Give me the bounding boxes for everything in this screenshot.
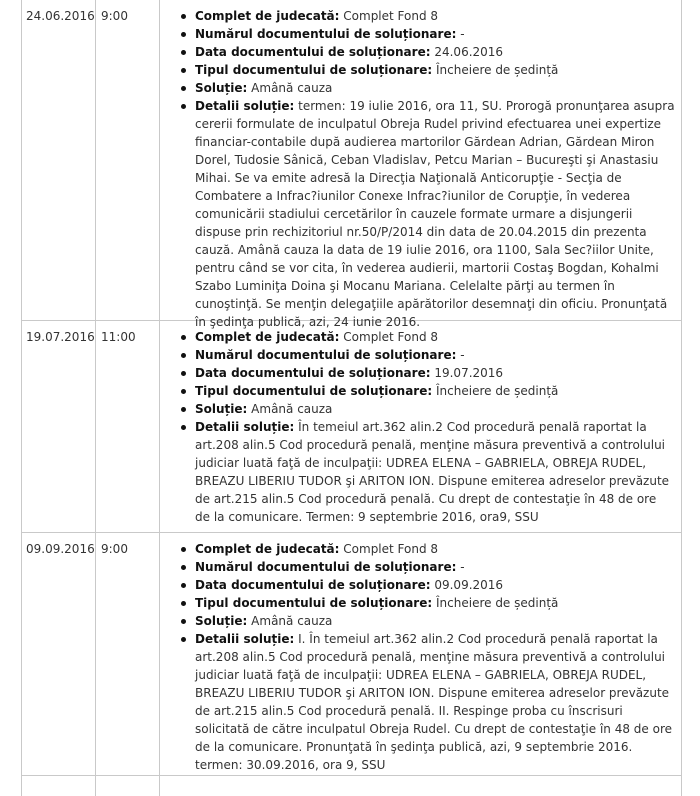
detail-value: Amână cauza: [251, 614, 333, 628]
detail-label: Detalii soluție:: [195, 632, 295, 646]
detail-label: Tipul documentului de soluționare:: [195, 63, 433, 77]
detail-data-doc: [195, 43, 675, 61]
detail-tip: [195, 594, 675, 612]
detail-value: I. În temeiul art.362 alin.2 Cod procedură penală raportat la art.208 alin.5 Cod procedură penală, menţine măsura preventivă a controlului judiciar luată faţă de inculpaţii: UDREA ELENA – GABRIELA, OBREJA RUDEL, BREAZU LIBERIU TUDOR şi ARITON ION. Dispune emiterea adreselor prevăzute de art.215 alin.5 Cod procedură penală. II. Respinge proba cu înscrisuri solicitată de către inculpatul Obreja Rudel. Cu drept de contestaţie în 48 de ore de la comunicare. Pronunţată în şedinţa publică, azi, 9 septembrie 2016. termen: 30.09.2016, ora 9, SSU: [195, 632, 672, 772]
session-date: 24.06.2016: [22, 0, 96, 320]
detail-complet: [195, 7, 675, 25]
detail-detalii: [195, 97, 675, 331]
session-row: [22, 0, 681, 329]
detail-label: Soluție:: [195, 81, 248, 95]
detail-solutie: [195, 79, 675, 97]
detail-value: Complet Fond 8: [343, 9, 439, 23]
session-date: 19.07.2016: [22, 321, 96, 532]
detail-value: Complet Fond 8: [343, 330, 439, 344]
detail-value: 19.07.2016: [434, 366, 504, 380]
detail-value: termen: 19 iulie 2016, ora 11, SU. Prorogă pronunţarea asupra cererii formulate de inculpatul Obreja Rudel privind efectuarea unei expertize financiar-contabile după audierea martorilor Gărdean Adrian, Gărdean Miron Dorel, Tudosie Sânică, Ceban Vladislav, Petcu Marian – Bucureşti şi Anastasiu Mihai. Se va emite adresă la Direcţia Naţională Anticorupţie - Secţia de Combatere a Infrac?iunilor Conexe Infrac?iunilor de Corupţie, în vederea comunicării stadiului cercetărilor în cauzele formate urmare a disjungerii dispuse prin rechizitoriul nr.50/P/2014 din data de 20.04.2015 din prezenta cauză. Amână cauza la data de 19 iulie 2016, ora 1100, Sala Sec?iilor Unite, pentru când se vor cita, în vederea audierii, martorii Costaş Bogdan, Kohalmi Szabo Luminiţa Doina şi Mocanu Mariana. Celelalte părţi au termen în cunoştinţă. Se menţin delegaţiile apărătorilor desemnaţi din oficiu. Pronunţată în şedinţa publică, azi, 24 iunie 2016.: [195, 99, 675, 329]
session-date: 09.09.2016: [22, 533, 96, 775]
session-time: 9:00: [96, 0, 160, 320]
details-list: [160, 328, 675, 526]
session-details: [160, 0, 681, 329]
detail-value: 09.09.2016: [434, 578, 504, 592]
detail-value: Amână cauza: [251, 402, 333, 416]
detail-label: Numărul documentului de soluționare:: [195, 348, 457, 362]
session-details: [160, 776, 681, 796]
session-details: [160, 533, 681, 775]
detail-label: Data documentului de soluționare:: [195, 45, 431, 59]
detail-value: -: [460, 348, 465, 362]
detail-detalii: [195, 418, 675, 526]
session-time: [96, 776, 160, 796]
detail-value: În temeiul art.362 alin.2 Cod procedură penală raportat la art.208 alin.5 Cod procedură penală, menţine măsura preventivă a controlului judiciar luată faţă de inculpaţii: UDREA ELENA – GABRIELA, OBREJA RUDEL, BREAZU LIBERIU TUDOR şi ARITON ION. Dispune emiterea adreselor prevăzute de art.215 alin.5 Cod procedură penală. Cu drept de contestaţie în 48 de ore de la comunicare. Termen: 9 septembrie 2016, ora9, SSU: [195, 420, 670, 524]
detail-complet: [195, 540, 675, 558]
detail-label: Soluție:: [195, 614, 248, 628]
detail-value: 24.06.2016: [434, 45, 504, 59]
session-time: 9:00: [96, 533, 160, 775]
detail-data-doc: [195, 576, 675, 594]
detail-data-doc: [195, 364, 675, 382]
detail-value: Încheiere de ședință: [436, 596, 559, 610]
session-details: [160, 321, 681, 532]
detail-detalii: [195, 630, 675, 774]
detail-label: Complet de judecată:: [195, 9, 340, 23]
detail-value: Complet Fond 8: [343, 542, 439, 556]
detail-label: Tipul documentului de soluționare:: [195, 596, 433, 610]
detail-label: Detalii soluție:: [195, 99, 295, 113]
session-time: 11:00: [96, 321, 160, 532]
detail-value: -: [460, 560, 465, 574]
detail-label: Complet de judecată:: [195, 330, 340, 344]
detail-label: Detalii soluție:: [195, 420, 295, 434]
detail-label: Soluție:: [195, 402, 248, 416]
detail-numar: [195, 346, 675, 364]
detail-label: Data documentului de soluționare:: [195, 366, 431, 380]
session-row: [22, 776, 681, 796]
detail-label: Numărul documentului de soluționare:: [195, 560, 457, 574]
detail-label: Tipul documentului de soluționare:: [195, 384, 433, 398]
detail-value: Încheiere de ședință: [436, 384, 559, 398]
details-list: [160, 7, 675, 331]
detail-label: Numărul documentului de soluționare:: [195, 27, 457, 41]
detail-label: Data documentului de soluționare:: [195, 578, 431, 592]
detail-numar: [195, 558, 675, 576]
detail-value: -: [460, 27, 465, 41]
session-row: [22, 533, 681, 776]
detail-complet: [195, 328, 675, 346]
session-date: [22, 776, 96, 796]
detail-solutie: [195, 612, 675, 630]
detail-label: Complet de judecată:: [195, 542, 340, 556]
session-row: [22, 321, 681, 533]
detail-tip: [195, 382, 675, 400]
detail-tip: [195, 61, 675, 79]
detail-value: Încheiere de ședință: [436, 63, 559, 77]
detail-value: Amână cauza: [251, 81, 333, 95]
detail-solutie: [195, 400, 675, 418]
sessions-table: [21, 0, 682, 796]
detail-numar: [195, 25, 675, 43]
details-list: [160, 540, 675, 774]
